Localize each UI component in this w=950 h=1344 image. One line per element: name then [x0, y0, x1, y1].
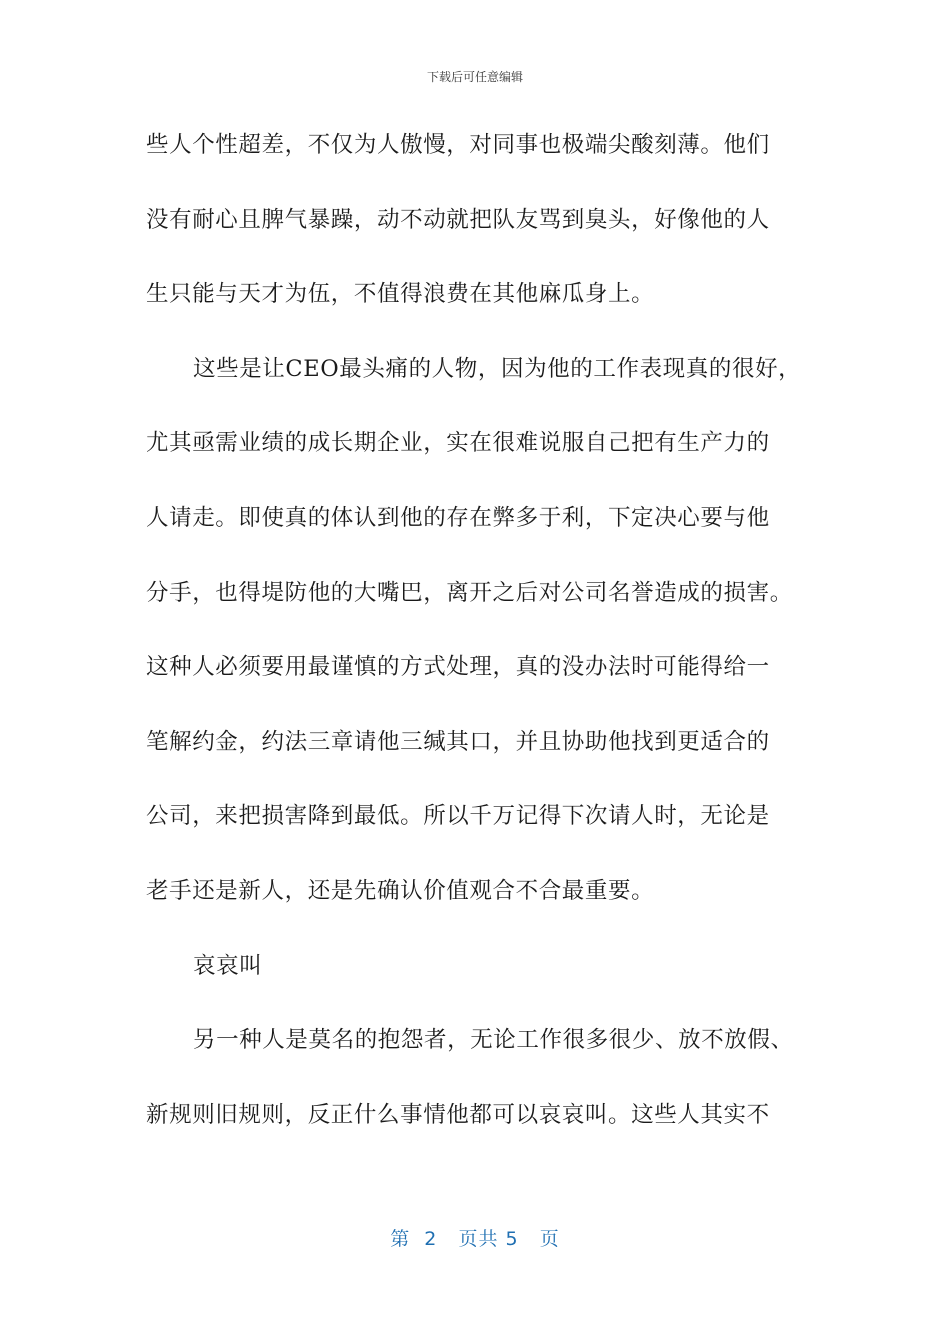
body-line: 公司，来把损害降到最低。所以千万记得下次请人时，无论是 [146, 803, 770, 830]
paragraph-start-line: 另一种人是莫名的抱怨者，无论工作很多很少、放不放假、 [193, 1027, 794, 1054]
paragraph-start-line: 这些是让CEO最头痛的人物，因为他的工作表现真的很好， [193, 355, 802, 382]
body-line: 些人个性超差，不仅为人傲慢，对同事也极端尖酸刻薄。他们 [146, 132, 770, 158]
body-line: 人请走。即使真的体认到他的存在弊多于利，下定决心要与他 [146, 504, 770, 531]
body-line: 尤其亟需业绩的成长期企业，实在很难说服自己把有生产力的 [146, 430, 770, 457]
body-line: 笔解约金，约法三章请他三缄其口，并且协助他找到更适合的 [146, 728, 770, 755]
body-line: 这种人必须要用最谨慎的方式处理，真的没办法时可能得给一 [146, 654, 770, 681]
body-line: 没有耐心且脾气暴躁，动不动就把队友骂到臭头，好像他的人 [146, 206, 770, 233]
header-note: 下载后可任意编辑 [426, 70, 523, 84]
body-line: 老手还是新人，还是先确认价值观合不合最重要。 [146, 877, 655, 904]
document-body [146, 108, 814, 1152]
page-number-footer [0, 1224, 950, 1251]
section-heading: 哀哀叫 [193, 952, 263, 979]
body-line: 生只能与天才为伍，不值得浪费在其他麻瓜身上。 [146, 281, 655, 308]
page-number-label: 第 2 页共 5 页 [390, 1228, 560, 1250]
body-line: 新规则旧规则，反正什么事情他都可以哀哀叫。这些人其实不 [146, 1101, 770, 1128]
body-line: 分手，也得堤防他的大嘴巴，离开之后对公司名誉造成的损害。 [146, 579, 793, 606]
